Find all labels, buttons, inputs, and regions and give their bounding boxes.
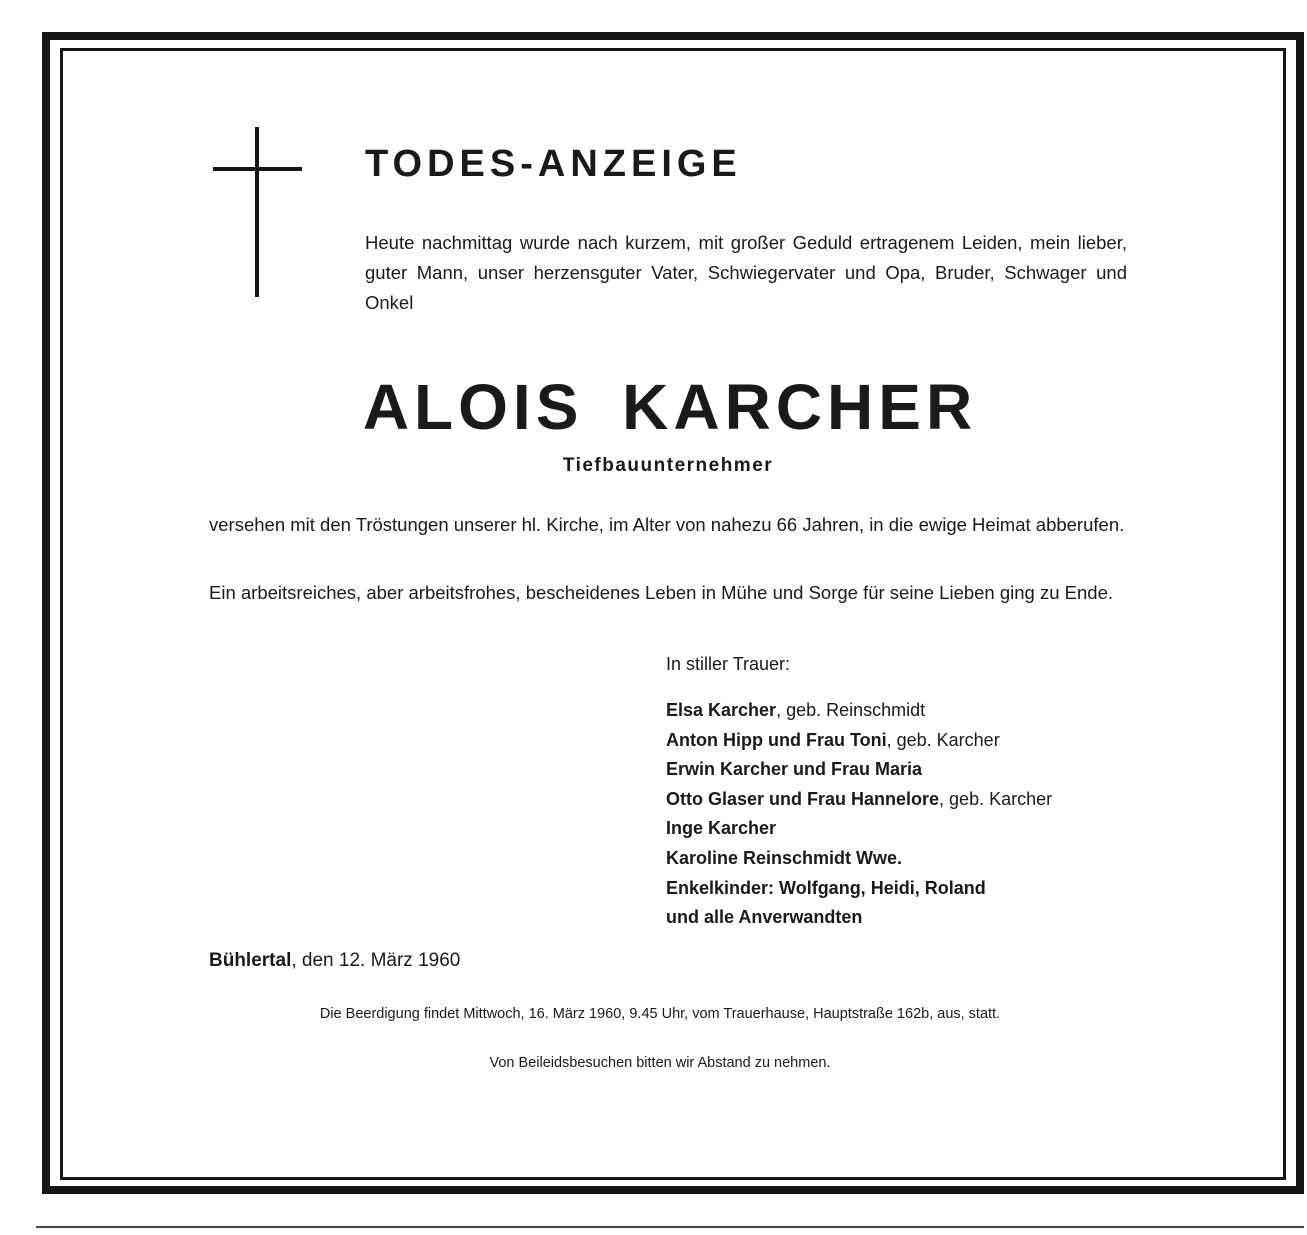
- mourner-item: Anton Hipp und Frau Toni, geb. Karcher: [666, 729, 1000, 750]
- deceased-name: ALOIS KARCHER: [362, 371, 978, 443]
- mourner-item: Inge Karcher: [666, 818, 777, 839]
- mourner-item: Enkelkinder: Wolfgang, Heidi, Roland: [666, 877, 986, 898]
- body-paragraph-2: Ein arbeitsreiches, aber arbeitsfrohes, bescheidenes Leben in Mühe und Sorge für seine Lieben ging zu Ende.: [209, 582, 1114, 603]
- mourner-item: Otto Glaser und Frau Hannelore, geb. Karcher: [666, 788, 1053, 809]
- mourning-label: In stiller Trauer:: [666, 654, 791, 674]
- mourner-item: Karoline Reinschmidt Wwe.: [666, 847, 903, 868]
- intro-paragraph: Heute nachmittag wurde nach kurzem, mit großer Geduld ertragenem Leiden, mein lieber, guter Mann, unser herzensguter Vater, Schwiegervater und Opa, Bruder, Schwager und Onkel: [365, 232, 1127, 313]
- funeral-notice: Die Beerdigung findet Mittwoch, 16. März 1960, 9.45 Uhr, vom Trauerhause, Hauptstraße 162b, aus, statt.: [319, 1006, 1001, 1022]
- mourners-list: [666, 696, 1052, 933]
- notice-heading: TODES-ANZEIGE: [365, 143, 742, 185]
- mourner-item: Elsa Karcher, geb. Reinschmidt: [666, 700, 926, 720]
- condolence-notice: Von Beileidsbesuchen bitten wir Abstand zu nehmen.: [489, 1055, 831, 1071]
- mourner-item: und alle Anverwandten: [666, 907, 863, 928]
- mourner-item: Erwin Karcher und Frau Maria: [666, 759, 923, 780]
- place-date: [209, 950, 460, 972]
- body-paragraph-1: versehen mit den Tröstungen unserer hl. Kirche, im Alter von nahezu 66 Jahren, in die ewige Heimat abberufen.: [209, 514, 1125, 535]
- place: Bühlertal: [209, 950, 292, 971]
- deceased-occupation: Tiefbauunternehmer: [562, 455, 774, 476]
- bottom-rule: [36, 1226, 1304, 1228]
- date: , den 12. März 1960: [291, 950, 461, 971]
